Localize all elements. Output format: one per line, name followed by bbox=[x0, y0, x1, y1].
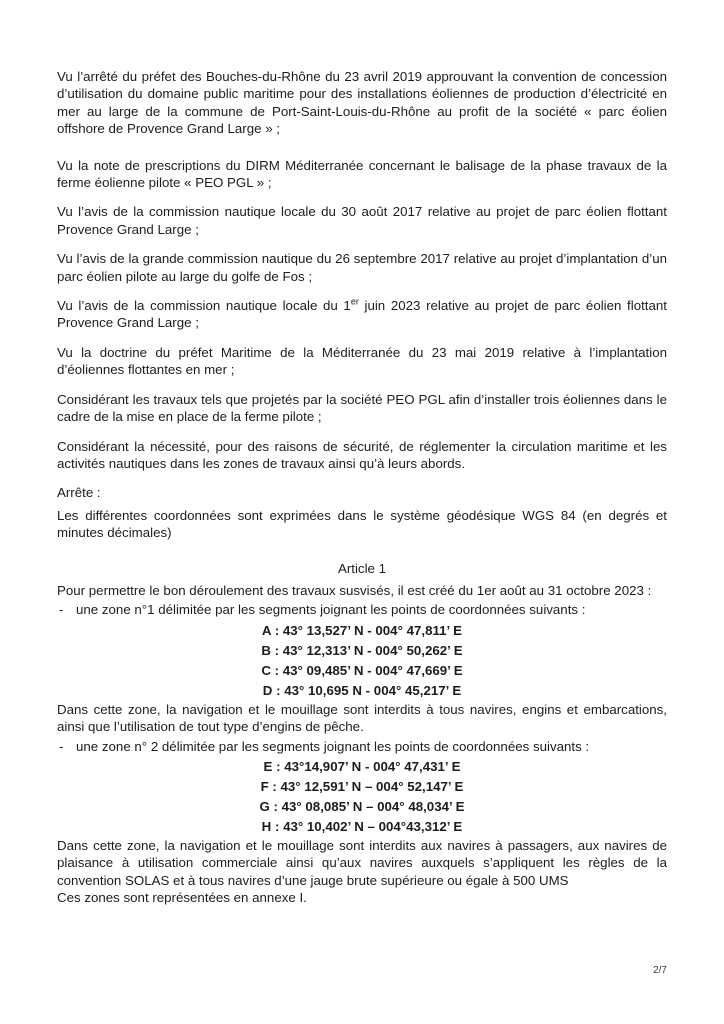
considerant-paragraph-1: Considérant les travaux tels que projetés par la société PEO PGL afin d’installer trois éoliennes dans le cadre de la mise en place de la ferme pilote ; bbox=[57, 391, 667, 425]
visa-paragraph-3: Vu l’avis de la commission nautique locale du 30 août 2017 relative au projet de parc éolien flottant Provence Grand Large ; bbox=[57, 204, 667, 237]
zone-2-point-g: G : 43° 08,085’ N – 004° 48,034’ E bbox=[259, 798, 465, 814]
zone-2-list-text: une zone n° 2 délimitée par les segments joignant les points de coordonnées suivants : bbox=[76, 738, 590, 754]
article-1-title: Article 1 bbox=[337, 560, 387, 576]
zone-2-point-e: E : 43°14,907’ N - 004° 47,431’ E bbox=[263, 758, 461, 774]
article-1-intro: Pour permettre le bon déroulement des travaux susvisés, il est créé du 1er août au 31 octobre 2023 : bbox=[57, 582, 652, 598]
document-body bbox=[57, 68, 667, 907]
zone-1-point-b: B : 43° 12,313’ N - 004° 50,262’ E bbox=[261, 642, 463, 658]
zone-2-coordinates bbox=[57, 757, 667, 837]
visa-paragraph-4: Vu l’avis de la grande commission nautique du 26 septembre 2017 relative au projet d’implantation d’un parc éolien pilote au large du golfe de Fos ; bbox=[57, 251, 667, 284]
coordinate-system-note: Les différentes coordonnées sont exprimées dans le système géodésique WGS 84 (en degrés et minutes décimales) bbox=[57, 507, 667, 541]
zone-2-point-f: F : 43° 12,591’ N – 004° 52,147’ E bbox=[260, 778, 464, 794]
visa-paragraph-6: Vu la doctrine du préfet Maritime de la Méditerranée du 23 mai 2019 relative à l’implantation d’éoliennes flottantes en mer ; bbox=[57, 344, 667, 378]
annex-reference-note: Ces zones sont représentées en annexe I. bbox=[57, 890, 307, 906]
zone-1-point-c: C : 43° 09,485’ N - 004° 47,669’ E bbox=[261, 662, 463, 678]
zone-1-list-item bbox=[57, 601, 667, 618]
zone-1-point-d: D : 43° 10,695 N - 004° 45,217’ E bbox=[262, 682, 462, 698]
zone-1-coordinates bbox=[57, 621, 667, 701]
visa-paragraph-2: Vu la note de prescriptions du DIRM Méditerranée concernant le balisage de la phase travaux de la ferme éolienne pilote « PEO PGL » ; bbox=[57, 157, 667, 191]
zone-1-list-text: une zone n°1 délimitée par les segments joignant les points de coordonnées suivants : bbox=[76, 602, 586, 618]
zone-2-list-item bbox=[57, 738, 667, 755]
zone-2-restriction: Dans cette zone, la navigation et le mouillage sont interdits aux navires à passagers, aux navires de plaisance à utilisation commerciale ainsi qu’aux navires auxquels s’appliquent les règles de la convention SOLAS et à tous navires d’une jauge brute supérieure ou égale à 500 UMS bbox=[57, 837, 667, 888]
visa-5-text-suffix: juin 2023 relative au projet de parc éolien flottant Provence Grand Large ; bbox=[57, 298, 667, 331]
zone-1-restriction: Dans cette zone, la navigation et le mouillage sont interdits à tous navires, engins et embarcations, ainsi que l’utilisation de tout type d’engins de pêche. bbox=[57, 701, 667, 735]
zone-1-point-a: A : 43° 13,527’ N - 004° 47,811’ E bbox=[261, 622, 463, 638]
considerant-paragraph-2: Considérant la nécessité, pour des raisons de sécurité, de réglementer la circulation maritime et les activités nautiques dans les zones de travaux ainsi qu’à leurs abords. bbox=[57, 438, 667, 471]
visa-5-text: Vu l’avis de la commission nautique locale du 1 bbox=[57, 298, 351, 314]
arrete-label: Arrête : bbox=[57, 485, 101, 501]
list-dash: - bbox=[59, 738, 64, 754]
zone-2-point-h: H : 43° 10,402’ N – 004°43,312’ E bbox=[261, 818, 463, 834]
list-dash: - bbox=[59, 602, 64, 618]
visa-paragraph-5 bbox=[57, 297, 667, 332]
ordinal-superscript: er bbox=[350, 296, 359, 307]
visa-paragraph-1: Vu l’arrêté du préfet des Bouches-du-Rhône du 23 avril 2019 approuvant la convention de concession d’utilisation du domaine public maritime pour des installations éoliennes de production d’électricité en mer au large de la commune de Port-Saint-Louis-du-Rhône au profit de la société « parc éolien offshore de Provence Grand Large » ; bbox=[57, 69, 667, 137]
page-number: 2/7 bbox=[653, 965, 667, 976]
